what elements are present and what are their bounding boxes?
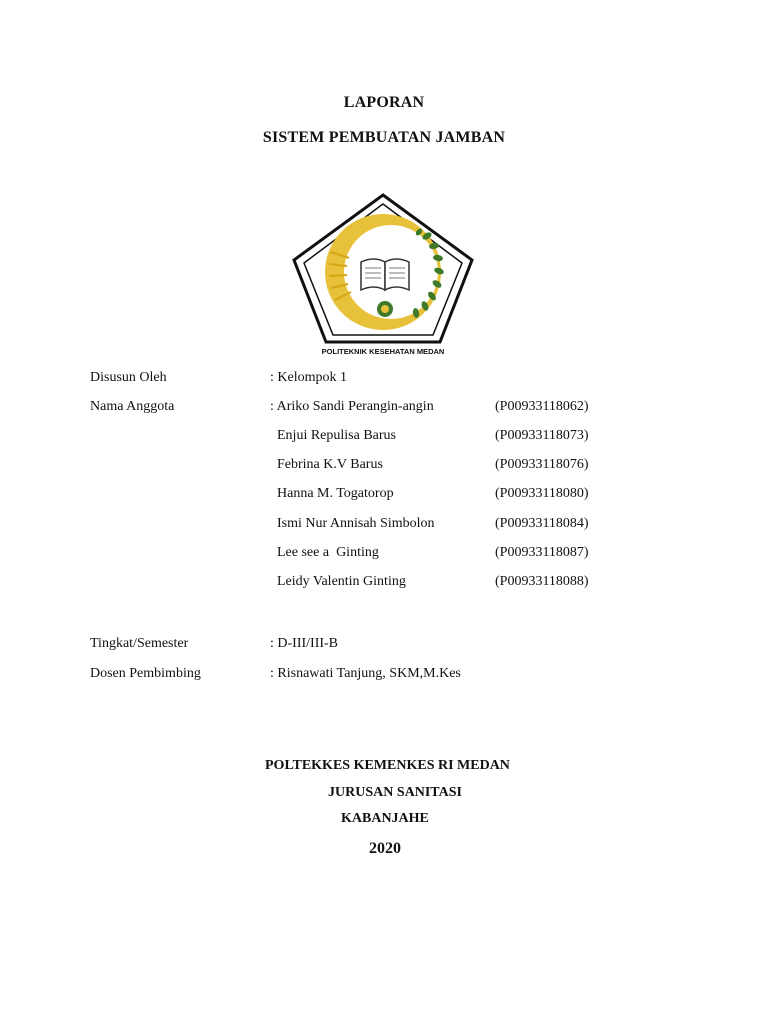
member-nim: (P00933118088) (495, 574, 589, 589)
logo-institution-text: POLITEKNIK KESEHATAN MEDAN (321, 347, 445, 356)
member-nim: (P00933118084) (495, 516, 589, 531)
department-name: JURUSAN SANITASI (328, 785, 462, 800)
disusun-label: Disusun Oleh (90, 370, 167, 385)
institution-logo (289, 192, 477, 362)
dosen-label: Dosen Pembimbing (90, 666, 201, 681)
logo-emblem-icon (289, 192, 477, 362)
member-nim: (P00933118073) (495, 428, 589, 443)
dosen-value: : Risnawati Tanjung, SKM,M.Kes (270, 666, 461, 681)
member-nim: (P00933118080) (495, 486, 589, 501)
member-name: Hanna M. Togatorop (277, 486, 394, 501)
disusun-value: : Kelompok 1 (270, 370, 347, 385)
member-name: Febrina K.V Barus (277, 457, 383, 472)
campus-city: KABANJAHE (341, 811, 429, 826)
anggota-label: Nama Anggota (90, 399, 175, 414)
member-name: : Ariko Sandi Perangin-angin (270, 399, 434, 414)
member-nim: (P00933118076) (495, 457, 589, 472)
tingkat-label: Tingkat/Semester (90, 636, 189, 651)
report-title: SISTEM PEMBUATAN JAMBAN (262, 129, 506, 146)
member-name: Lee see a Ginting (277, 545, 379, 560)
report-type-heading: LAPORAN (343, 94, 425, 111)
report-year: 2020 (369, 840, 401, 857)
member-name: Leidy Valentin Ginting (277, 574, 406, 589)
member-nim: (P00933118062) (495, 399, 589, 414)
member-name: Ismi Nur Annisah Simbolon (277, 516, 435, 531)
member-name: Enjui Repulisa Barus (277, 428, 396, 443)
tingkat-value: : D-III/III-B (270, 636, 339, 651)
member-nim: (P00933118087) (495, 545, 589, 560)
institution-name: POLTEKKES KEMENKES RI MEDAN (265, 758, 510, 773)
